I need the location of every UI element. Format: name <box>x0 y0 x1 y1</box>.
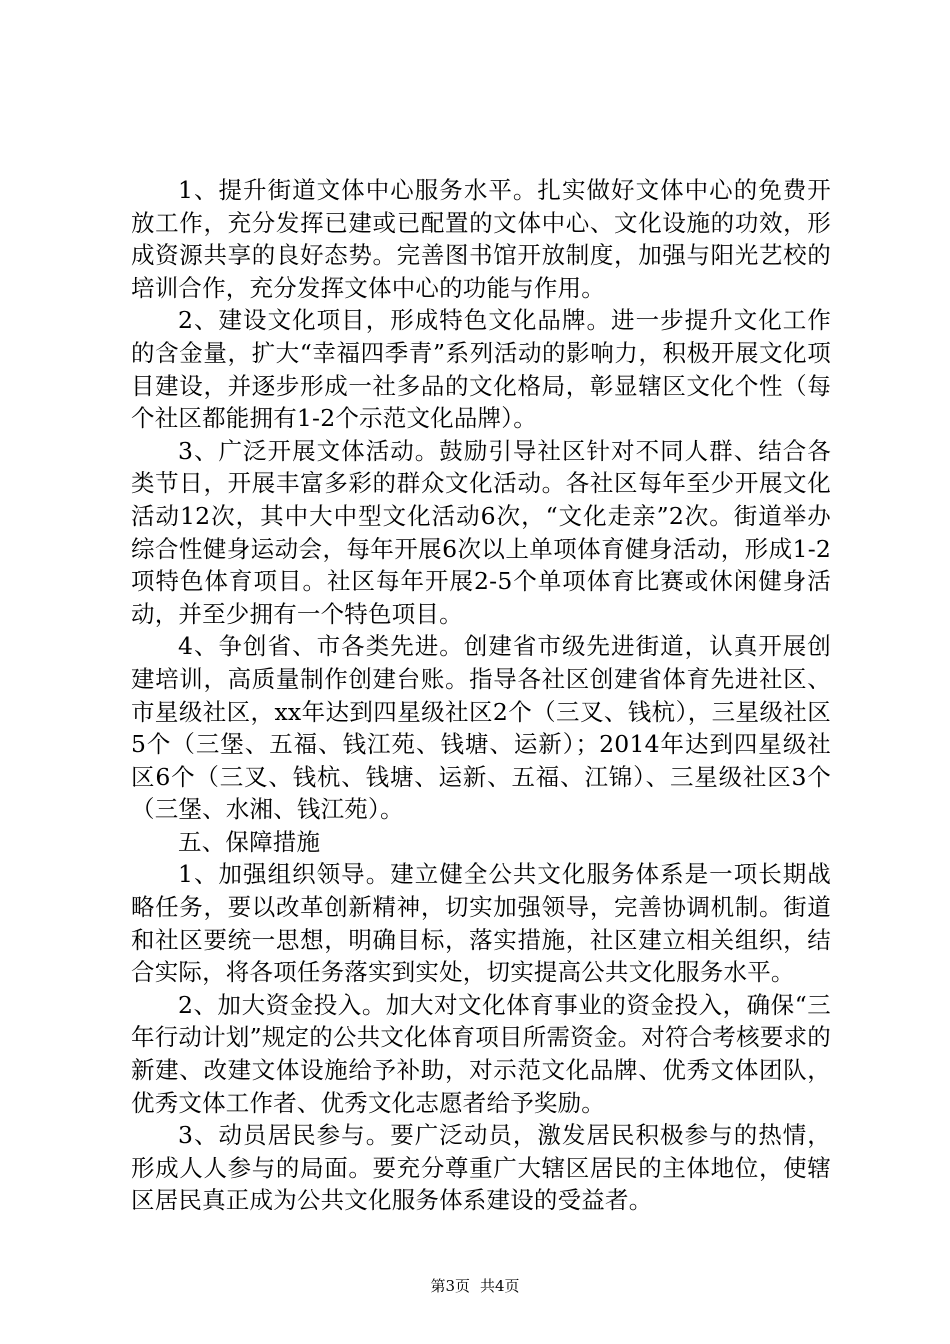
paragraph-resident-participation: 3、动员居民参与。要广泛动员，激发居民积极参与的热情，形成人人参与的局面。要充分尊重广大辖区居民的主体地位，使辖区居民真正成为公共文化服务体系建设的受益者。 <box>131 1121 831 1215</box>
section-heading-safeguards: 五、保障措施 <box>178 827 321 856</box>
paragraph-advanced-awards: 4、争创省、市各类先进。创建省市级先进街道，认真开展创建培训，高质量制作创建台账。指导各社区创建省体育先进社区、市星级社区，xx年达到四星级社区2个（三叉、钱杭），三星级社区5个（三堡、五福、钱江苑、钱塘、运新）；2014年达到四星级社区6个（三叉、钱杭、钱塘、运新、五福、江锦）、三星级社区3个（三堡、水湘、钱江苑）。 <box>131 632 831 824</box>
paragraph-culture-center: 1、提升街道文体中心服务水平。扎实做好文体中心的免费开放工作，充分发挥已建或已配置的文体中心、文化设施的功效，形成资源共享的良好态势。完善图书馆开放制度，加强与阳光艺校的培训合作，充分发挥文体中心的功能与作用。 <box>131 176 831 302</box>
document-body <box>131 174 831 1217</box>
page-number-current: 第3页 <box>430 1277 470 1295</box>
page-number-total: 共4页 <box>480 1277 520 1295</box>
paragraph-funding-investment: 2、加大资金投入。加大对文化体育事业的资金投入，确保“三年行动计划”规定的公共文化体育项目所需资金。对符合考核要求的新建、改建文体设施给予补助，对示范文化品牌、优秀文体团队，优秀文体工作者、优秀文化志愿者给予奖励。 <box>131 990 831 1117</box>
paragraph-organization-leadership: 1、加强组织领导。建立健全公共文化服务体系是一项长期战略任务，要以改革创新精神，切实加强领导，完善协调机制。街道和社区要统一思想，明确目标，落实措施，社区建立相关组织，结合实际，将各项任务落实到实处，切实提高公共文化服务水平。 <box>131 860 831 987</box>
paragraph-culture-projects: 2、建设文化项目，形成特色文化品牌。进一步提升文化工作的含金量，扩大“幸福四季青”系列活动的影响力，积极开展文化项目建设，并逐步形成一社多品的文化格局，彰显辖区文化个性（每个社区都能拥有1-2个示范文化品牌）。 <box>131 306 831 433</box>
page-footer <box>0 1276 950 1296</box>
paragraph-sports-activities: 3、广泛开展文体活动。鼓励引导社区针对不同人群、结合各类节日，开展丰富多彩的群众文化活动。各社区每年至少开展文化活动12次，其中大中型文化活动6次，“文化走亲”2次。街道举办综合性健身运动会，每年开展6次以上单项体育健身活动，形成1-2项特色体育项目。社区每年开展2-5个单项体育比赛或休闲健身活动，并至少拥有一个特色项目。 <box>131 436 831 628</box>
